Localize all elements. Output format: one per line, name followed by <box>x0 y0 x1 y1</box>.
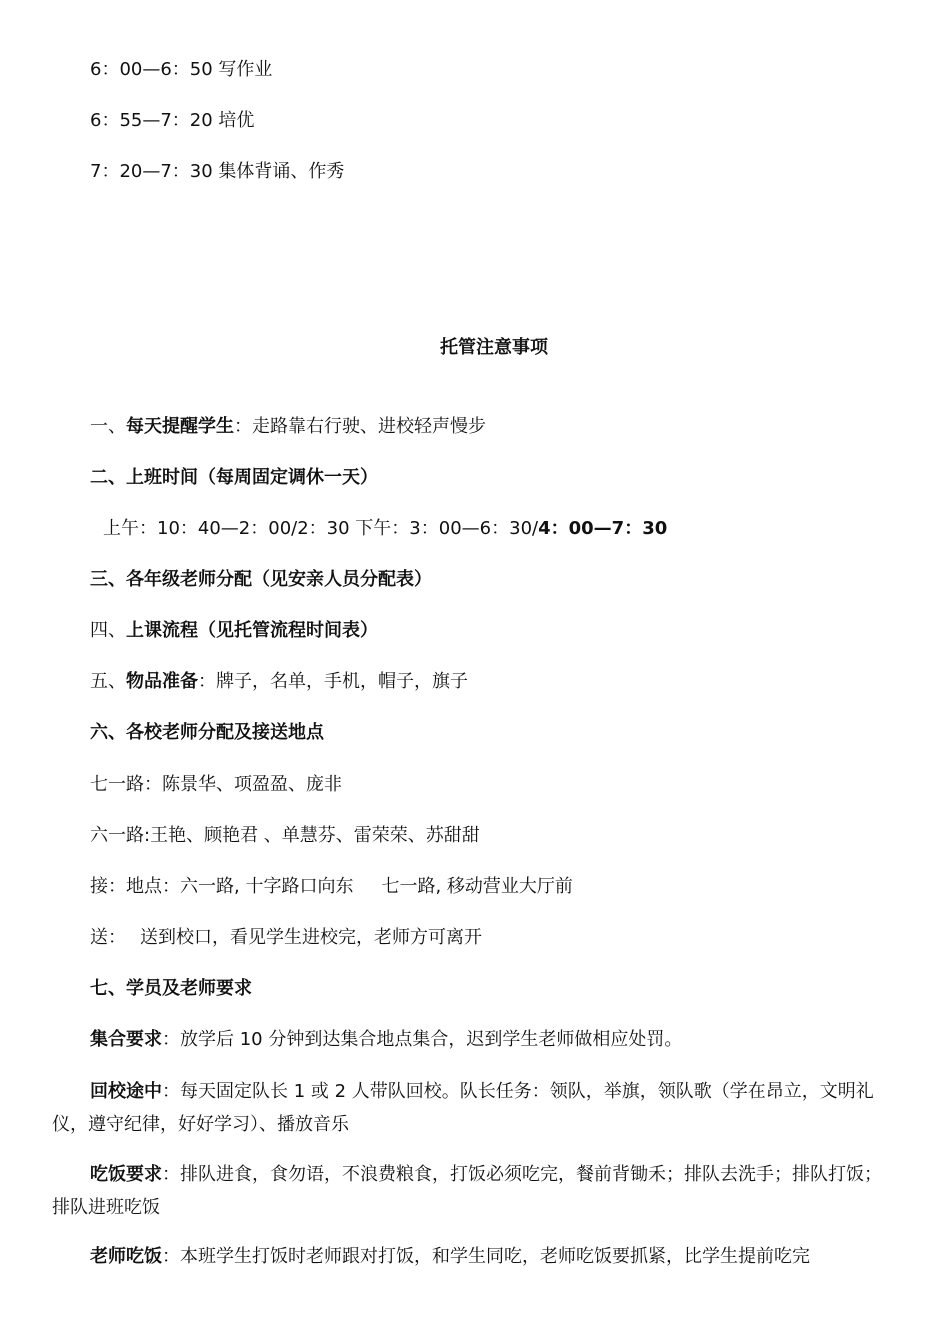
section-1 <box>90 414 486 440</box>
requirement-return-text: ：每天固定队长 1 或 2 人带队回校。队长任务：领队，举旗，领队歌（学在昂立，文明礼仪，遵守纪律，好好学习）、播放音乐 <box>52 1081 874 1135</box>
dropoff-text: 送到校口，看见学生进校完，老师方可离开 <box>140 927 482 948</box>
requirement-gathering-label: 集合要求 <box>90 1029 162 1050</box>
pickup-location-61: 接：地点：六一路, 十字路口向东 <box>90 876 354 897</box>
requirement-teacher-meal-text: ：本班学生打饭时老师跟对打饭，和学生同吃，老师吃饭要抓紧，比学生提前吃完 <box>162 1246 810 1267</box>
section-5-prefix: 五、 <box>90 671 126 692</box>
section-5 <box>90 669 468 695</box>
section-1-prefix: 一、 <box>90 416 126 437</box>
section-4-prefix: 四、 <box>90 620 126 641</box>
pickup-location-71: 七一路, 移动营业大厅前 <box>381 876 573 897</box>
section-5-heading: 物品准备 <box>126 671 198 692</box>
section-2-heading: 二、上班时间（每周固定调休一天） <box>90 467 378 488</box>
requirement-teacher-meal-label: 老师吃饭 <box>90 1246 162 1267</box>
section-1-text: ：走路靠右行驶、进校轻声慢步 <box>234 416 486 437</box>
schedule-line-1: 6：00—6：50 写作业 <box>90 59 273 80</box>
work-hours <box>103 516 667 542</box>
dropoff-label: 送： <box>90 927 126 948</box>
section-4 <box>90 618 378 644</box>
section-5-text: ：牌子，名单，手机，帽子，旗子 <box>198 671 468 692</box>
dropoff-rule <box>90 925 482 951</box>
requirement-return <box>52 1075 898 1141</box>
requirement-gathering-text: ：放学后 10 分钟到达集合地点集合，迟到学生老师做相应处罚。 <box>162 1029 683 1050</box>
section-1-heading: 每天提醒学生 <box>126 416 234 437</box>
section-6-heading: 六、各校老师分配及接送地点 <box>90 722 324 743</box>
requirement-meal-text: ：排队进食，食勿语，不浪费粮食，打饭必须吃完，餐前背锄禾；排队去洗手；排队打饭；排队进班吃饭 <box>52 1164 882 1218</box>
schedule-line-2: 6：55—7：20 培优 <box>90 110 255 131</box>
section-4-heading: 上课流程（见托管流程时间表） <box>126 620 378 641</box>
requirement-meal <box>52 1158 898 1224</box>
work-hours-bold: 4：00—7：30 <box>538 518 668 539</box>
page-title: 托管注意事项 <box>440 337 548 358</box>
requirement-teacher-meal <box>90 1244 810 1270</box>
requirement-meal-label: 吃饭要求 <box>90 1164 162 1185</box>
requirement-gathering <box>90 1027 682 1053</box>
teachers-71-road: 七一路：陈景华、项盈盈、庞非 <box>90 774 342 795</box>
teachers-61-road: 六一路:王艳、顾艳君 、单慧芬、雷荣荣、苏甜甜 <box>90 825 480 846</box>
pickup-locations <box>90 874 573 900</box>
schedule-line-3: 7：20—7：30 集体背诵、作秀 <box>90 161 345 182</box>
section-3-heading: 三、各年级老师分配（见安亲人员分配表） <box>90 569 432 590</box>
requirement-return-label: 回校途中 <box>90 1081 162 1102</box>
work-hours-text: 上午：10：40—2：00/2：30 下午：3：00—6：30/ <box>103 518 539 539</box>
section-7-heading: 七、学员及老师要求 <box>90 978 252 999</box>
